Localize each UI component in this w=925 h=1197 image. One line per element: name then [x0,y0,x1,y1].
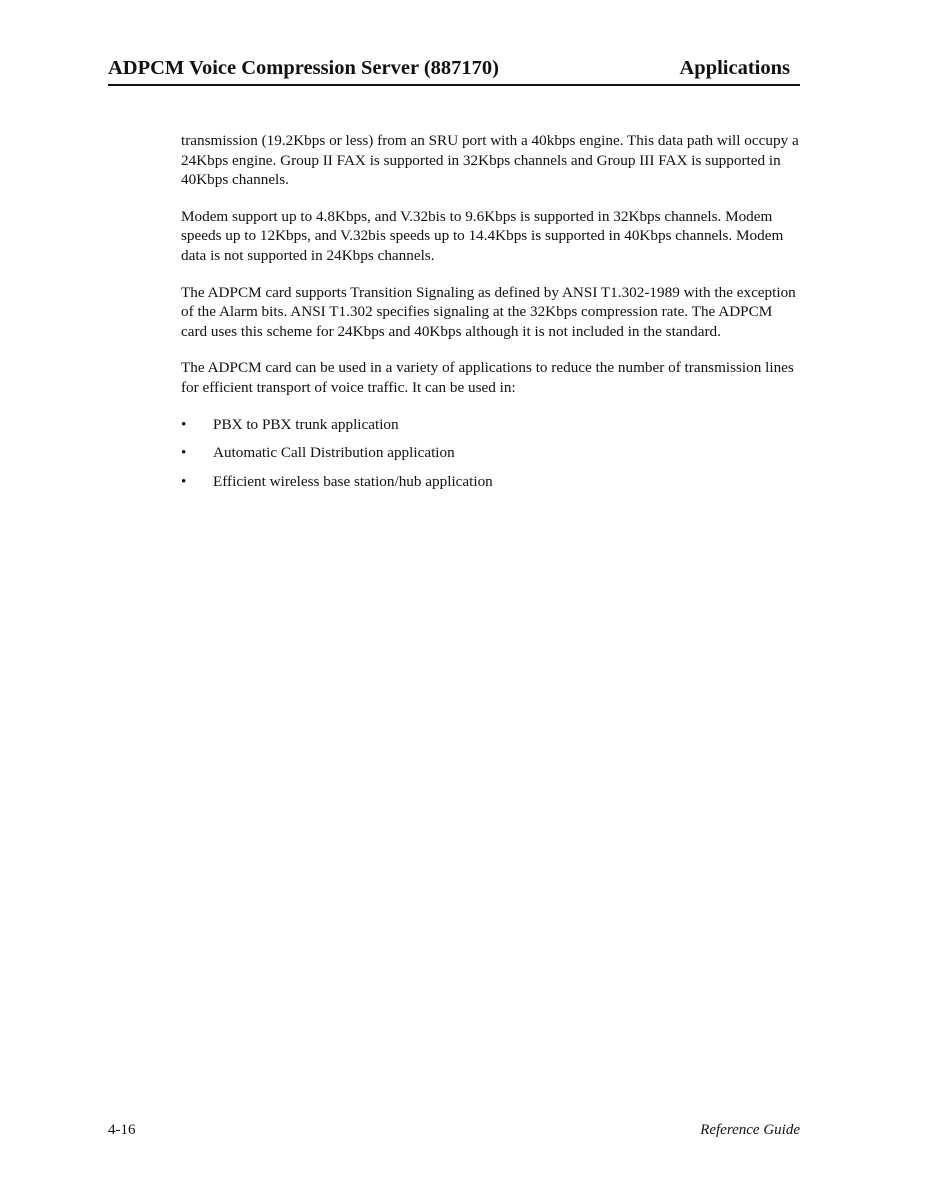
page-body [181,131,801,500]
list-item [181,443,801,463]
page-header [108,54,800,86]
bullet-icon: • [181,444,187,462]
paragraph-modem-support: Modem support up to 4.8Kbps, and V.32bis to 9.6Kbps is supported in 32Kbps channels. Modem speeds up to 12Kbps, and V.32bis speeds up to 14.4Kbps is supported in 40Kbps channels. Modem data is not supported in 24Kbps channels. [181,207,784,264]
list-item [181,415,801,435]
page-number: 4-16 [108,1122,136,1138]
guide-name: Reference Guide [700,1122,800,1138]
paragraph-fax-support: transmission (19.2Kbps or less) from an SRU port with a 40kbps engine. This data path will occupy a 24Kbps engine. Group II FAX is supported in 32Kbps channels and Group III FAX is supported in 40Kbps channels. [181,132,799,189]
bullet-icon: • [181,415,187,433]
paragraph-transition-signaling: The ADPCM card supports Transition Signaling as defined by ANSI T1.302-1989 with the exception of the Alarm bits. ANSI T1.302 specifies signaling at the 32Kbps compression rate. The ADPCM card uses this scheme for 24Kbps and 40Kbps although it is not included in the standard. [181,283,796,340]
page-footer [108,1120,800,1140]
list-item-label: PBX to PBX trunk application [213,415,399,433]
list-item-label: Automatic Call Distribution application [213,444,455,462]
document-title: ADPCM Voice Compression Server (887170) [108,57,499,79]
bullet-icon: • [181,472,187,490]
section-title: Applications [679,57,790,79]
applications-list [181,415,801,492]
paragraph-applications-intro: The ADPCM card can be used in a variety of applications to reduce the number of transmission lines for efficient transport of voice traffic. It can be used in: [181,359,794,396]
list-item-label: Efficient wireless base station/hub application [213,472,493,490]
list-item [181,472,801,492]
